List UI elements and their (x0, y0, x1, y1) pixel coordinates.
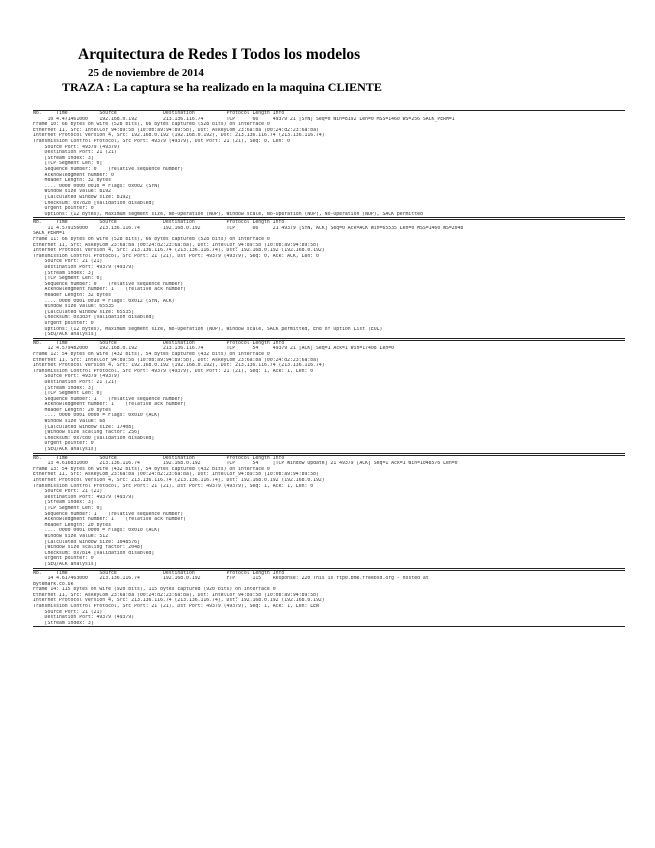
packet-detail-line: [Calculated window size: 8192] (33, 194, 132, 200)
packet-detail-line: Destination Port: 21 (21) (33, 150, 117, 156)
packet-detail-line: Header Length: 20 bytes (33, 522, 111, 528)
packet-detail-line: Acknowledgment number: 0 (33, 172, 114, 178)
packet-detail-line: Sequence number: 1 (relative sequence number) (33, 396, 184, 402)
packet-summary-row: 14 4.617463000 213.136.116.74 192.168.0.192 FTP 115 Response: 220 This is ftp0.bme.freebsd.org - hosted at (33, 576, 429, 582)
packet-detail-line: [Calculated window size: 17408] (33, 424, 135, 430)
column-header: No. Time Source Destination Protocol Length Info (33, 570, 285, 576)
packet-detail-line: Acknowledgment number: 1 (relative ack number) (33, 402, 187, 408)
packet-detail-line: Ethernet II, Src: AskeyCom_23:6a:ba (00:24:d2:23:6a:ba), Dst: IntelCor_94:89:5b (10:0b:a9:94:89:5b) (33, 592, 319, 598)
packet-detail-line: Sequence number: 0 (relative sequence number) (33, 281, 184, 287)
packet-detail-line: Checksum: 0x3d3f [validation disabled] (33, 315, 155, 321)
packet-detail-line: Destination Port: 49379 (49379) (33, 265, 135, 271)
packet-detail-line: .... 0000 0001 0000 = Flags: 0x010 (ACK) (33, 528, 161, 534)
packet-detail-line: [Stream index: 3] (33, 155, 94, 161)
packet-detail-line: [Stream index: 3] (33, 385, 94, 391)
packet-list (33, 109, 625, 627)
packet-detail-line: Source Port: 49379 (49379) (33, 374, 120, 380)
packet-detail-line: Header Length: 32 bytes (33, 178, 111, 184)
packet-detail-line: [Stream index: 3] (33, 620, 94, 626)
packet-summary-row: 12 4.579482000 192.168.0.192 213.136.116.74 TCP 54 49379 21 [ACK] Seq=1 Ack=1 Win=17408 Len=0 (33, 346, 394, 352)
packet-detail-line: Source Port: 49379 (49379) (33, 144, 120, 150)
packet-detail-line: [SEQ/ACK analysis] (33, 561, 97, 567)
packet-detail-line: Transmission Control Protocol, Src Port: 21 (21), Dst Port: 49379 (49379), Seq: 1, Ack: 1, Len: LEN (33, 604, 319, 610)
packet-block (33, 570, 625, 628)
document-date: 25 de noviembre de 2014 (88, 67, 204, 79)
packet-detail-line: [TCP Segment Len: 0] (33, 161, 103, 167)
packet-detail-line: Frame 11: 66 bytes on wire (528 bits), 66 bytes captured (528 bits) on interface 0 (33, 237, 270, 243)
packet-detail-line: [Window size scaling factor: 2048] (33, 545, 143, 551)
packet-block (33, 110, 625, 218)
packet-detail-line: Internet Protocol Version 4, Src: 213.136.116.74 (213.136.116.74), Dst: 192.168.0.192 (192.168.0.192) (33, 478, 325, 483)
packet-detail-line: Window size value: 65535 (33, 304, 114, 310)
packet-detail-line: Internet Protocol Version 4, Src: 213.136.116.74 (213.136.116.74), Dst: 192.168.0.192 (192.168.0.192) (33, 248, 325, 254)
packet-detail-line: Internet Protocol Version 4, Src: 213.136.116.74 (213.136.116.74), Dst: 192.168.0.192 (192.168.0.192) (33, 598, 325, 604)
packet-detail-line: Window size value: 68 (33, 419, 106, 425)
packet-detail-line: Transmission Control Protocol, Src Port: 49379 (49379), Dst Port: 21 (21), Seq: 1, Ack: 1, Len: 0 (33, 368, 314, 374)
packet-detail-line: SACK_PERM=1 (33, 231, 65, 237)
packet-detail-line: Transmission Control Protocol, Src Port: 21 (21), Dst Port: 49379 (49379), Seq: 1, Ack: 1, Len: 0 (33, 483, 314, 489)
column-header: No. Time Source Destination Protocol Length Info (33, 220, 285, 226)
packet-block (33, 219, 625, 338)
packet-summary-row: 11 4.579156000 213.136.116.74 192.168.0.192 TCP 66 21 49379 [SYN, ACK] Seq=0 Ack=ACK Win=65535 Len=0 MSS=1460 WS=2048 (33, 225, 464, 231)
packet-detail-line: Urgent pointer: 0 (33, 556, 94, 562)
packet-detail-line: [Window size scaling factor: 256] (33, 430, 140, 436)
packet-detail-line: Bytemark.co.uk (33, 581, 74, 587)
packet-detail-line: Urgent pointer: 0 (33, 441, 94, 447)
packet-detail-line: Header Length: 32 bytes (33, 293, 111, 298)
packet-detail-line: Sequence number: 0 (relative sequence number) (33, 166, 184, 172)
packet-detail-line: Destination Port: 49379 (49379) (33, 494, 135, 500)
packet-detail-line: Source Port: 21 (21) (33, 259, 103, 265)
packet-detail-line: Frame 12: 54 bytes on wire (432 bits), 54 bytes captured (432 bits) on interface 0 (33, 351, 270, 357)
packet-detail-line: Urgent pointer: 0 (33, 320, 94, 326)
packet-detail-line: Transmission Control Protocol, Src Port: 49379 (49379), Dst Port: 21 (21), Seq: 0, Len: 0 (33, 138, 291, 144)
packet-detail-line: [TCP Segment Len: 0] (33, 391, 103, 397)
capture-note: TRAZA : La captura se ha realizado en la maquina CLIENTE (62, 80, 382, 94)
packet-detail-line: Ethernet II, Src: AskeyCom_23:6a:ba (00:24:d2:23:6a:ba), Dst: IntelCor_94:89:5b (10:0b:a9:94:89:5b) (33, 242, 319, 248)
packet-detail-line: Acknowledgment number: 1 (relative ack number) (33, 517, 187, 523)
packet-detail-line: Urgent pointer: 0 (33, 206, 94, 212)
column-header: No. Time Source Destination Protocol Length Info (33, 111, 285, 116)
packet-detail-line: Frame 13: 54 bytes on wire (432 bits), 54 bytes captured (432 bits) on interface 0 (33, 466, 270, 472)
page-title: Arquitectura de Redes I Todos los modelos (78, 46, 361, 63)
packet-detail-line: Internet Protocol Version 4, Src: 192.168.0.192 (192.168.0.192), Dst: 213.136.116.74 (213.136.116.74) (33, 363, 325, 369)
packet-detail-line: [Stream index: 3] (33, 500, 94, 506)
packet-detail-line: [SEQ/ACK analysis] (33, 447, 97, 453)
packet-detail-line: Acknowledgment number: 1 (relative ack number) (33, 287, 187, 293)
packet-summary-row: 13 4.616831000 213.136.116.74 192.168.0.192 TCP 54 [TCP Window Update] 21 49379 [ACK] Seq=1 Ack=1 Win=1048576 Len=0 (33, 461, 458, 467)
packet-detail-line: Frame 10: 66 bytes on wire (528 bits), 66 bytes captured (528 bits) on interface 0 (33, 122, 270, 128)
packet-detail-line: Options: (12 bytes), Maximum segment size, No-Operation (NOP), Window scale, SACK permitted, End of Option List (EOL) (33, 326, 383, 332)
packet-detail-line: [TCP Segment Len: 0] (33, 505, 103, 511)
packet-detail-line: Internet Protocol Version 4, Src: 192.168.0.192 (192.168.0.192), Dst: 213.136.116.74 (213.136.116.74) (33, 133, 325, 139)
packet-block (33, 340, 625, 454)
packet-detail-line: Sequence number: 1 (relative sequence number) (33, 511, 184, 517)
packet-detail-line: Window size value: 512 (33, 533, 109, 539)
packet-detail-line: .... 0000 0001 0000 = Flags: 0x010 (ACK) (33, 413, 161, 419)
packet-detail-line: Source Port: 21 (21) (33, 609, 103, 615)
packet-detail-line: Ethernet II, Src: IntelCor_94:89:5b (10:0b:a9:94:89:5b), Dst: AskeyCom_23:6a:ba (00:24:d2:23:6a:ba) (33, 357, 319, 363)
column-header: No. Time Source Destination Protocol Length Info (33, 455, 285, 461)
packet-detail-line: Options: (12 bytes), Maximum segment size, No-Operation (NOP), Window scale, No-Operation (NOP), No-Operation (NOP), SACK permitted (33, 211, 423, 217)
column-header: No. Time Source Destination Protocol Length Info (33, 340, 285, 346)
packet-block (33, 455, 625, 569)
packet-detail-line: [Calculated window size: 65535] (33, 309, 135, 315)
packet-detail-line: Frame 14: 115 bytes on wire (920 bits), 115 bytes captured (920 bits) on interface 0 (33, 587, 276, 593)
packet-detail-line: Destination Port: 49379 (49379) (33, 615, 135, 621)
packet-detail-line: Ethernet II, Src: AskeyCom_23:6a:ba (00:24:d2:23:6a:ba), Dst: IntelCor_94:89:5b (10:0b:a9:94:89:5b) (33, 472, 319, 478)
packet-detail-line: Checksum: 0x7b14 [validation disabled] (33, 550, 155, 556)
packet-detail-line: [Calculated window size: 1048576] (33, 539, 140, 545)
packet-detail-line: Destination Port: 21 (21) (33, 379, 117, 385)
packet-detail-line: [Stream index: 3] (33, 270, 94, 276)
packet-detail-line: Header Length: 20 bytes (33, 407, 111, 413)
packet-detail-line: Window size value: 8192 (33, 189, 111, 195)
packet-detail-line: [SEQ/ACK analysis] (33, 332, 97, 338)
packet-detail-line: Checksum: 0x7cd0 [validation disabled] (33, 435, 155, 441)
packet-detail-line: Ethernet II, Src: IntelCor_94:89:5b (10:0b:a9:94:89:5b), Dst: AskeyCom_23:6a:ba (00:24:d2:23:6a:ba) (33, 127, 319, 133)
packet-summary-row: 10 4.471461000 192.168.0.192 213.136.116.74 TCP 66 49379 21 [SYN] Seq=0 Win=8192 Len=0 MSS=1460 WS=256 SACK_PERM=1 (33, 116, 455, 122)
packet-detail-line: [TCP Segment Len: 0] (33, 276, 103, 282)
packet-detail-line: .... 0000 0001 0010 = Flags: 0x012 (SYN, ACK) (33, 298, 175, 304)
packet-detail-line: Transmission Control Protocol, Src Port: 21 (21), Dst Port: 49379 (49379), Seq: 0, Ack: ACK, Len: 0 (33, 253, 319, 259)
packet-detail-line: .... 0000 0000 0010 = Flags: 0x002 (SYN) (33, 183, 161, 189)
packet-detail-line: Source Port: 21 (21) (33, 489, 103, 495)
packet-detail-line: Checksum: 0x7b2d [validation disabled] (33, 200, 155, 206)
